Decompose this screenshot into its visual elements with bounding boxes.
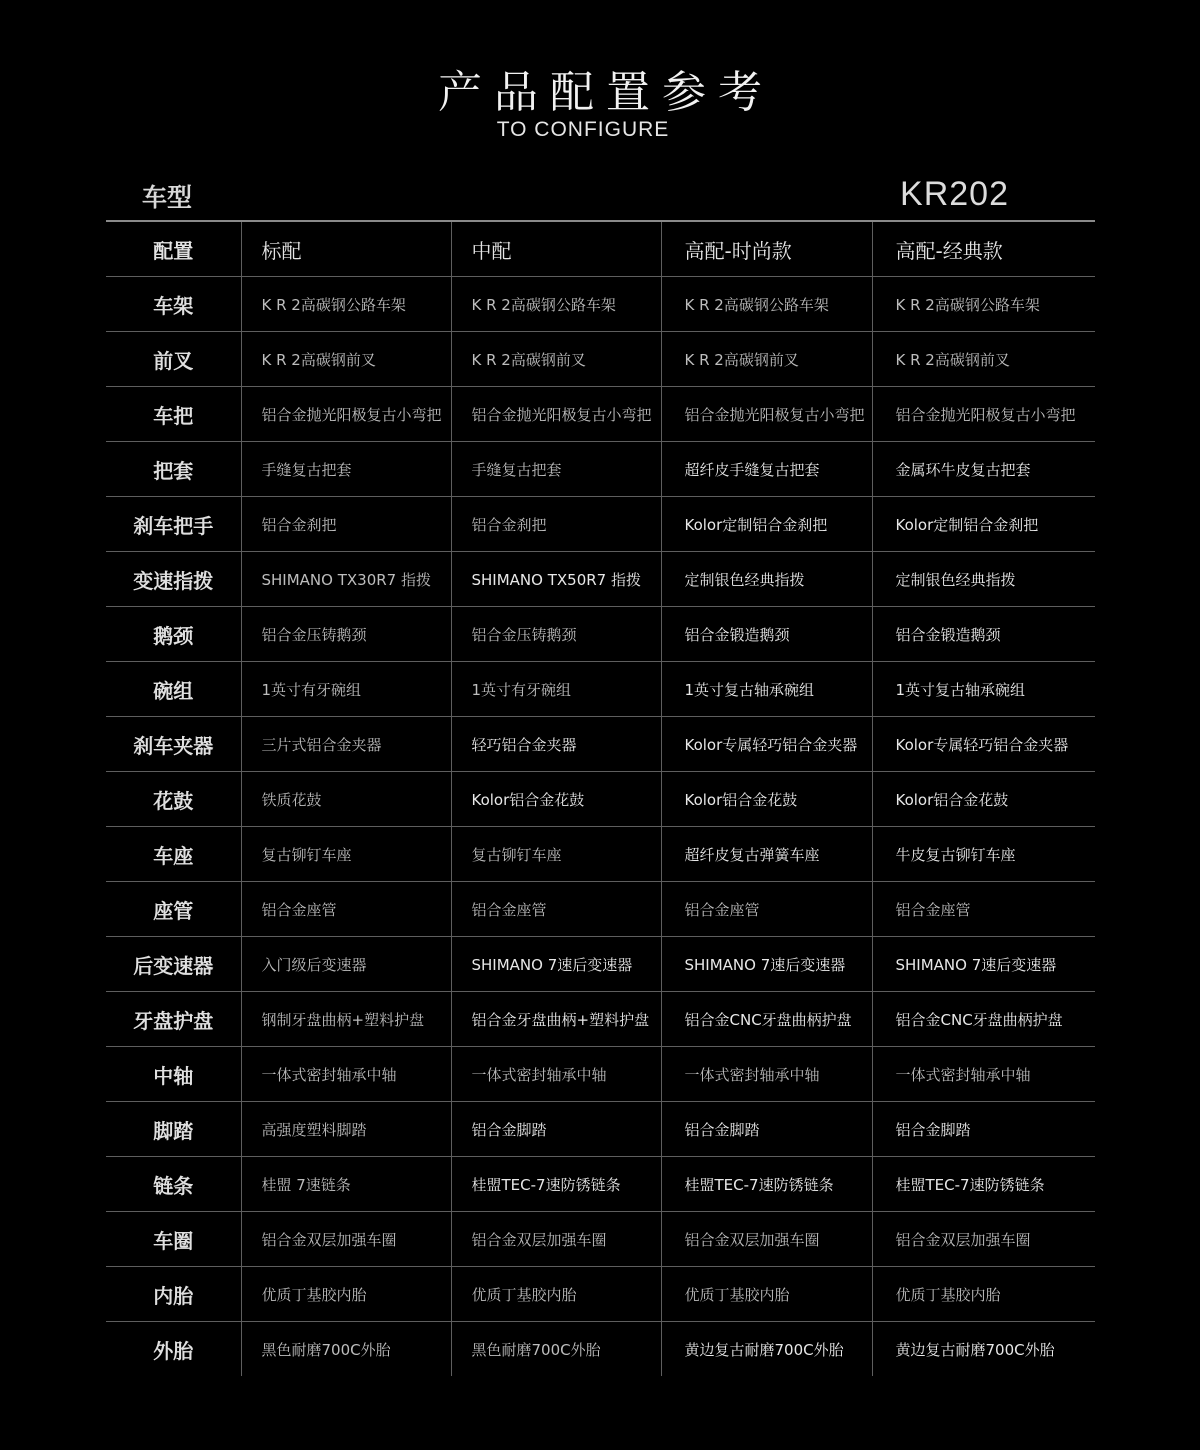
cell-high-fashion: SHIMANO 7速后变速器 — [661, 937, 872, 992]
cell-high-classic: 1英寸复古轴承碗组 — [872, 662, 1095, 717]
feature-label: 花鼓 — [106, 772, 241, 827]
header-column-high-classic: 高配-经典款 — [872, 222, 1095, 277]
cell-standard: 高强度塑料脚踏 — [241, 1102, 451, 1157]
cell-mid: 手缝复古把套 — [451, 442, 661, 497]
table-row — [106, 442, 1095, 497]
cell-high-fashion: 铝合金脚踏 — [661, 1102, 872, 1157]
cell-mid: 黑色耐磨700C外胎 — [451, 1322, 661, 1377]
cell-mid: 优质丁基胶内胎 — [451, 1267, 661, 1322]
feature-label: 把套 — [106, 442, 241, 497]
cell-standard: 优质丁基胶内胎 — [241, 1267, 451, 1322]
cell-high-fashion: 桂盟TEC-7速防锈链条 — [661, 1157, 872, 1212]
cell-standard: 铝合金压铸鹅颈 — [241, 607, 451, 662]
feature-label: 车圈 — [106, 1212, 241, 1267]
cell-high-fashion: 黄边复古耐磨700C外胎 — [661, 1322, 872, 1377]
cell-standard: SHIMANO TX30R7 指拨 — [241, 552, 451, 607]
cell-standard: 铝合金座管 — [241, 882, 451, 937]
cell-high-classic: Kolor定制铝合金刹把 — [872, 497, 1095, 552]
cell-standard: 桂盟 7速链条 — [241, 1157, 451, 1212]
cell-standard: 1英寸有牙碗组 — [241, 662, 451, 717]
cell-high-fashion: 一体式密封轴承中轴 — [661, 1047, 872, 1102]
cell-high-classic: 桂盟TEC-7速防锈链条 — [872, 1157, 1095, 1212]
table-row — [106, 387, 1095, 442]
table-row — [106, 827, 1095, 882]
feature-label: 刹车把手 — [106, 497, 241, 552]
cell-high-fashion: Kolor定制铝合金刹把 — [661, 497, 872, 552]
cell-mid: 一体式密封轴承中轴 — [451, 1047, 661, 1102]
configuration-table — [106, 222, 1095, 1376]
cell-high-fashion: 定制银色经典指拨 — [661, 552, 872, 607]
table-row — [106, 1267, 1095, 1322]
table-row — [106, 992, 1095, 1047]
cell-standard: 复古铆钉车座 — [241, 827, 451, 882]
table-row — [106, 552, 1095, 607]
table-row — [106, 277, 1095, 332]
cell-standard: 铝合金抛光阳极复古小弯把 — [241, 387, 451, 442]
cell-high-classic: 一体式密封轴承中轴 — [872, 1047, 1095, 1102]
model-label: 车型 — [142, 183, 193, 212]
cell-high-fashion: K R 2高碳钢公路车架 — [661, 277, 872, 332]
table-row — [106, 1157, 1095, 1212]
cell-mid: SHIMANO TX50R7 指拨 — [451, 552, 661, 607]
model-value: KR202 — [900, 175, 1009, 213]
cell-high-classic: SHIMANO 7速后变速器 — [872, 937, 1095, 992]
header-column-high-fashion: 高配-时尚款 — [661, 222, 872, 277]
table-row — [106, 772, 1095, 827]
feature-label: 车把 — [106, 387, 241, 442]
cell-mid: 铝合金压铸鹅颈 — [451, 607, 661, 662]
feature-label: 中轴 — [106, 1047, 241, 1102]
cell-mid: 轻巧铝合金夹器 — [451, 717, 661, 772]
feature-label: 车座 — [106, 827, 241, 882]
feature-label: 脚踏 — [106, 1102, 241, 1157]
cell-mid: K R 2高碳钢前叉 — [451, 332, 661, 387]
table-row — [106, 1322, 1095, 1377]
configuration-table-body — [106, 222, 1095, 1376]
feature-label: 碗组 — [106, 662, 241, 717]
cell-high-classic: K R 2高碳钢公路车架 — [872, 277, 1095, 332]
feature-label: 变速指拨 — [106, 552, 241, 607]
cell-standard: 铝合金双层加强车圈 — [241, 1212, 451, 1267]
cell-high-classic: 铝合金抛光阳极复古小弯把 — [872, 387, 1095, 442]
cell-high-classic: 铝合金CNC牙盘曲柄护盘 — [872, 992, 1095, 1047]
cell-high-fashion: Kolor铝合金花鼓 — [661, 772, 872, 827]
cell-mid: Kolor铝合金花鼓 — [451, 772, 661, 827]
feature-label: 前叉 — [106, 332, 241, 387]
header-column-standard: 标配 — [241, 222, 451, 277]
cell-mid: 铝合金脚踏 — [451, 1102, 661, 1157]
cell-high-classic: 金属环牛皮复古把套 — [872, 442, 1095, 497]
cell-mid: SHIMANO 7速后变速器 — [451, 937, 661, 992]
cell-standard: 手缝复古把套 — [241, 442, 451, 497]
cell-high-fashion: K R 2高碳钢前叉 — [661, 332, 872, 387]
header-column-mid: 中配 — [451, 222, 661, 277]
cell-mid: 铝合金双层加强车圈 — [451, 1212, 661, 1267]
cell-mid: 铝合金牙盘曲柄+塑料护盘 — [451, 992, 661, 1047]
feature-label: 车架 — [106, 277, 241, 332]
cell-standard: 入门级后变速器 — [241, 937, 451, 992]
cell-mid: 1英寸有牙碗组 — [451, 662, 661, 717]
cell-high-classic: 优质丁基胶内胎 — [872, 1267, 1095, 1322]
page-subtitle: TO CONFIGURE — [496, 118, 670, 141]
cell-standard: K R 2高碳钢前叉 — [241, 332, 451, 387]
feature-label: 刹车夹器 — [106, 717, 241, 772]
feature-label: 座管 — [106, 882, 241, 937]
table-row — [106, 1212, 1095, 1267]
cell-high-fashion: 超纤皮手缝复古把套 — [661, 442, 872, 497]
feature-label: 后变速器 — [106, 937, 241, 992]
cell-high-fashion: 铝合金CNC牙盘曲柄护盘 — [661, 992, 872, 1047]
cell-high-fashion: 铝合金抛光阳极复古小弯把 — [661, 387, 872, 442]
cell-mid: 复古铆钉车座 — [451, 827, 661, 882]
cell-high-classic: 铝合金双层加强车圈 — [872, 1212, 1095, 1267]
cell-high-classic: Kolor铝合金花鼓 — [872, 772, 1095, 827]
cell-high-classic: 铝合金锻造鹅颈 — [872, 607, 1095, 662]
cell-mid: 桂盟TEC-7速防锈链条 — [451, 1157, 661, 1212]
cell-standard: 三片式铝合金夹器 — [241, 717, 451, 772]
table-header-row — [106, 222, 1095, 277]
table-row — [106, 937, 1095, 992]
page-title: 产品配置参考 — [438, 67, 774, 118]
feature-label: 鹅颈 — [106, 607, 241, 662]
header-feature-cell: 配置 — [106, 222, 241, 277]
cell-high-fashion: 铝合金座管 — [661, 882, 872, 937]
cell-mid: 铝合金刹把 — [451, 497, 661, 552]
model-row — [106, 170, 1095, 222]
table-row — [106, 1102, 1095, 1157]
cell-high-classic: 黄边复古耐磨700C外胎 — [872, 1322, 1095, 1377]
cell-high-classic: 定制银色经典指拨 — [872, 552, 1095, 607]
feature-label: 链条 — [106, 1157, 241, 1212]
cell-high-fashion: 铝合金双层加强车圈 — [661, 1212, 872, 1267]
table-row — [106, 717, 1095, 772]
cell-mid: 铝合金抛光阳极复古小弯把 — [451, 387, 661, 442]
cell-high-classic: 铝合金脚踏 — [872, 1102, 1095, 1157]
cell-high-classic: K R 2高碳钢前叉 — [872, 332, 1095, 387]
cell-high-fashion: 铝合金锻造鹅颈 — [661, 607, 872, 662]
cell-mid: K R 2高碳钢公路车架 — [451, 277, 661, 332]
table-row — [106, 662, 1095, 717]
cell-mid: 铝合金座管 — [451, 882, 661, 937]
cell-high-fashion: 1英寸复古轴承碗组 — [661, 662, 872, 717]
cell-standard: 铁质花鼓 — [241, 772, 451, 827]
table-row — [106, 497, 1095, 552]
table-row — [106, 332, 1095, 387]
cell-standard: 铝合金刹把 — [241, 497, 451, 552]
cell-standard: K R 2高碳钢公路车架 — [241, 277, 451, 332]
cell-high-classic: 铝合金座管 — [872, 882, 1095, 937]
cell-standard: 一体式密封轴承中轴 — [241, 1047, 451, 1102]
table-row — [106, 607, 1095, 662]
cell-standard: 钢制牙盘曲柄+塑料护盘 — [241, 992, 451, 1047]
feature-label: 内胎 — [106, 1267, 241, 1322]
cell-high-fashion: 优质丁基胶内胎 — [661, 1267, 872, 1322]
feature-label: 外胎 — [153, 1338, 194, 1363]
table-row — [106, 882, 1095, 937]
cell-high-fashion: 超纤皮复古弹簧车座 — [661, 827, 872, 882]
table-row — [106, 1047, 1095, 1102]
cell-high-fashion: Kolor专属轻巧铝合金夹器 — [661, 717, 872, 772]
cell-high-classic: 牛皮复古铆钉车座 — [872, 827, 1095, 882]
cell-high-classic: Kolor专属轻巧铝合金夹器 — [872, 717, 1095, 772]
cell-standard: 黑色耐磨700C外胎 — [241, 1322, 451, 1377]
feature-label: 牙盘护盘 — [106, 992, 241, 1047]
